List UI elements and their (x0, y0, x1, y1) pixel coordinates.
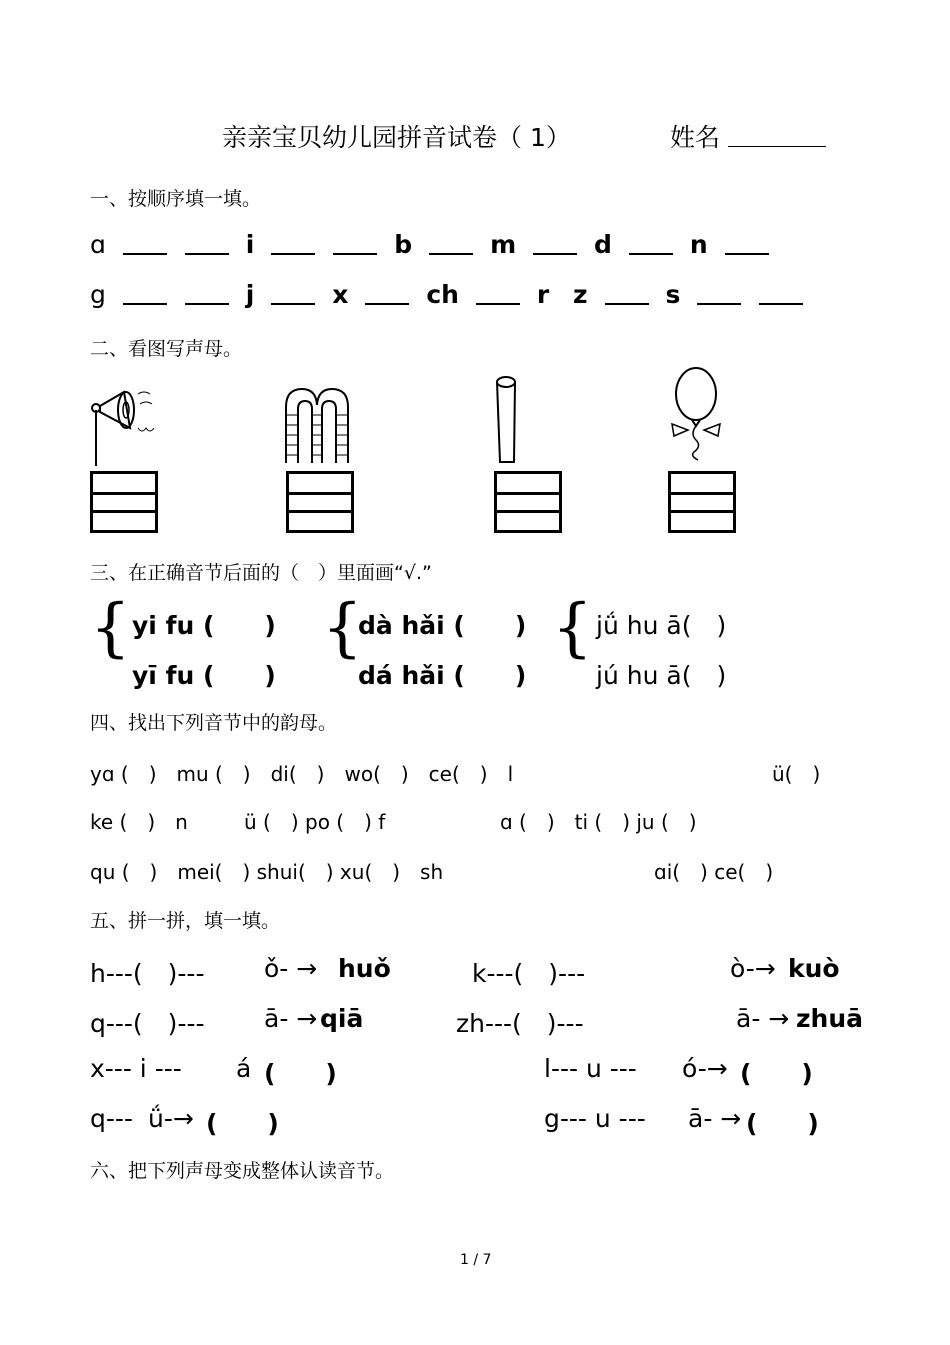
letter: n (689, 230, 708, 259)
answer-blank[interactable] (697, 302, 741, 305)
spell-item: ǒ- → (264, 954, 318, 983)
spell-item: l--- u --- (544, 1054, 637, 1083)
spell-item: q---( )--- (90, 1009, 205, 1038)
answer-paren[interactable]: ( ) (206, 1109, 279, 1138)
answer-blank[interactable] (123, 252, 167, 255)
letter: d (594, 230, 612, 259)
spell-item: zh---( )--- (456, 1009, 584, 1038)
letter: r (536, 280, 550, 309)
spell-item: g--- u --- (544, 1104, 646, 1133)
letter: x (332, 280, 349, 309)
balloon-picture (668, 366, 728, 462)
choice-option[interactable]: jú hu ā( ) (596, 661, 727, 690)
answer-blank[interactable] (629, 252, 673, 255)
page-title: 亲亲宝贝幼儿园拼音试卷（ 1） (222, 123, 571, 152)
spell-item: ò-→ (730, 954, 776, 983)
answer-blank[interactable] (725, 252, 769, 255)
s4-row-2: ke ( ) n (90, 810, 188, 834)
writing-grid[interactable] (90, 471, 158, 533)
spell-item: ā- → (264, 1004, 318, 1033)
answer-blank[interactable] (476, 302, 520, 305)
megaphone-picture (88, 382, 164, 466)
writing-grid[interactable] (494, 471, 562, 533)
s4-row-1-end: ü( ) (772, 762, 821, 786)
s4-row-3: qu ( ) mei( ) shui( ) xu( ) sh (90, 860, 444, 884)
letter: s (665, 280, 681, 309)
writing-grid[interactable] (286, 471, 354, 533)
choice-option[interactable]: yī fu ( ) (132, 661, 276, 690)
s4-row-3-end: ɑi( ) ce( ) (654, 860, 774, 884)
name-blank[interactable] (728, 146, 826, 147)
section-1-heading: 一、按顺序填一填。 (90, 188, 262, 210)
answer-blank[interactable] (271, 252, 315, 255)
name-label: 姓名 (670, 123, 721, 152)
spell-item: huǒ (338, 954, 391, 983)
answer-blank[interactable] (533, 252, 577, 255)
spell-item: ā- → (736, 1004, 790, 1033)
letter: b (394, 230, 413, 259)
answer-blank[interactable] (759, 302, 803, 305)
choice-option[interactable]: dá hǎi ( ) (358, 661, 527, 690)
spell-item: kuò (788, 954, 840, 983)
brace-icon: { (322, 591, 363, 665)
spell-item: ó-→ (682, 1054, 728, 1083)
spell-item: ā- → (688, 1104, 742, 1133)
letter: g (90, 280, 106, 309)
brace-icon: { (552, 591, 593, 665)
stick-picture (494, 374, 520, 466)
answer-blank[interactable] (365, 302, 409, 305)
letter: m (490, 230, 517, 259)
spell-item: á (236, 1054, 252, 1083)
letter: ch (426, 280, 459, 309)
letter: i (245, 230, 255, 259)
answer-blank[interactable] (333, 252, 377, 255)
answer-blank[interactable] (185, 302, 229, 305)
choice-option[interactable]: dà hǎi ( ) (358, 611, 527, 640)
section-5-heading: 五、拼一拼，填一填。 (90, 910, 281, 932)
choice-option[interactable]: jǘ hu ā( ) (596, 611, 727, 640)
answer-blank[interactable] (605, 302, 649, 305)
letter: ɑ (90, 230, 106, 259)
spell-item: ǘ-→ (148, 1104, 194, 1133)
spell-item: qiā (320, 1004, 364, 1033)
answer-paren[interactable]: ( ) (746, 1109, 819, 1138)
spell-item: x--- i --- (90, 1054, 182, 1083)
answer-blank[interactable] (185, 252, 229, 255)
door-frame-picture (282, 385, 352, 465)
section-2-heading: 二、看图写声母。 (90, 338, 243, 360)
section-3-heading: 三、在正确音节后面的（ ）里面画“√.” (90, 562, 432, 584)
brace-icon: { (90, 591, 131, 665)
s1-row-1 (90, 230, 778, 259)
answer-blank[interactable] (271, 302, 315, 305)
spell-item: zhuā (796, 1004, 864, 1033)
s1-row-2 (90, 280, 812, 309)
answer-paren[interactable]: ( ) (264, 1059, 337, 1088)
choice-option[interactable]: yi fu ( ) (132, 611, 276, 640)
s4-row-1: yɑ ( ) mu ( ) di( ) wo( ) ce( ) l (90, 762, 514, 786)
spell-item: h---( )--- (90, 959, 205, 988)
answer-blank[interactable] (429, 252, 473, 255)
spell-item: k---( )--- (472, 959, 586, 988)
section-6-heading: 六、把下列声母变成整体认读音节。 (90, 1160, 395, 1182)
writing-grid[interactable] (668, 471, 736, 533)
s4-row-2-mid: ü ( ) po ( ) f (244, 810, 386, 834)
s4-row-2-end: ɑ ( ) ti ( ) ju ( ) (500, 810, 697, 834)
letter: z (573, 280, 588, 309)
letter: j (245, 280, 255, 309)
answer-paren[interactable]: ( ) (740, 1059, 813, 1088)
page-number: 1 / 7 (460, 1252, 492, 1268)
spell-item: q--- (90, 1104, 133, 1133)
section-4-heading: 四、找出下列音节中的韵母。 (90, 712, 338, 734)
answer-blank[interactable] (123, 302, 167, 305)
